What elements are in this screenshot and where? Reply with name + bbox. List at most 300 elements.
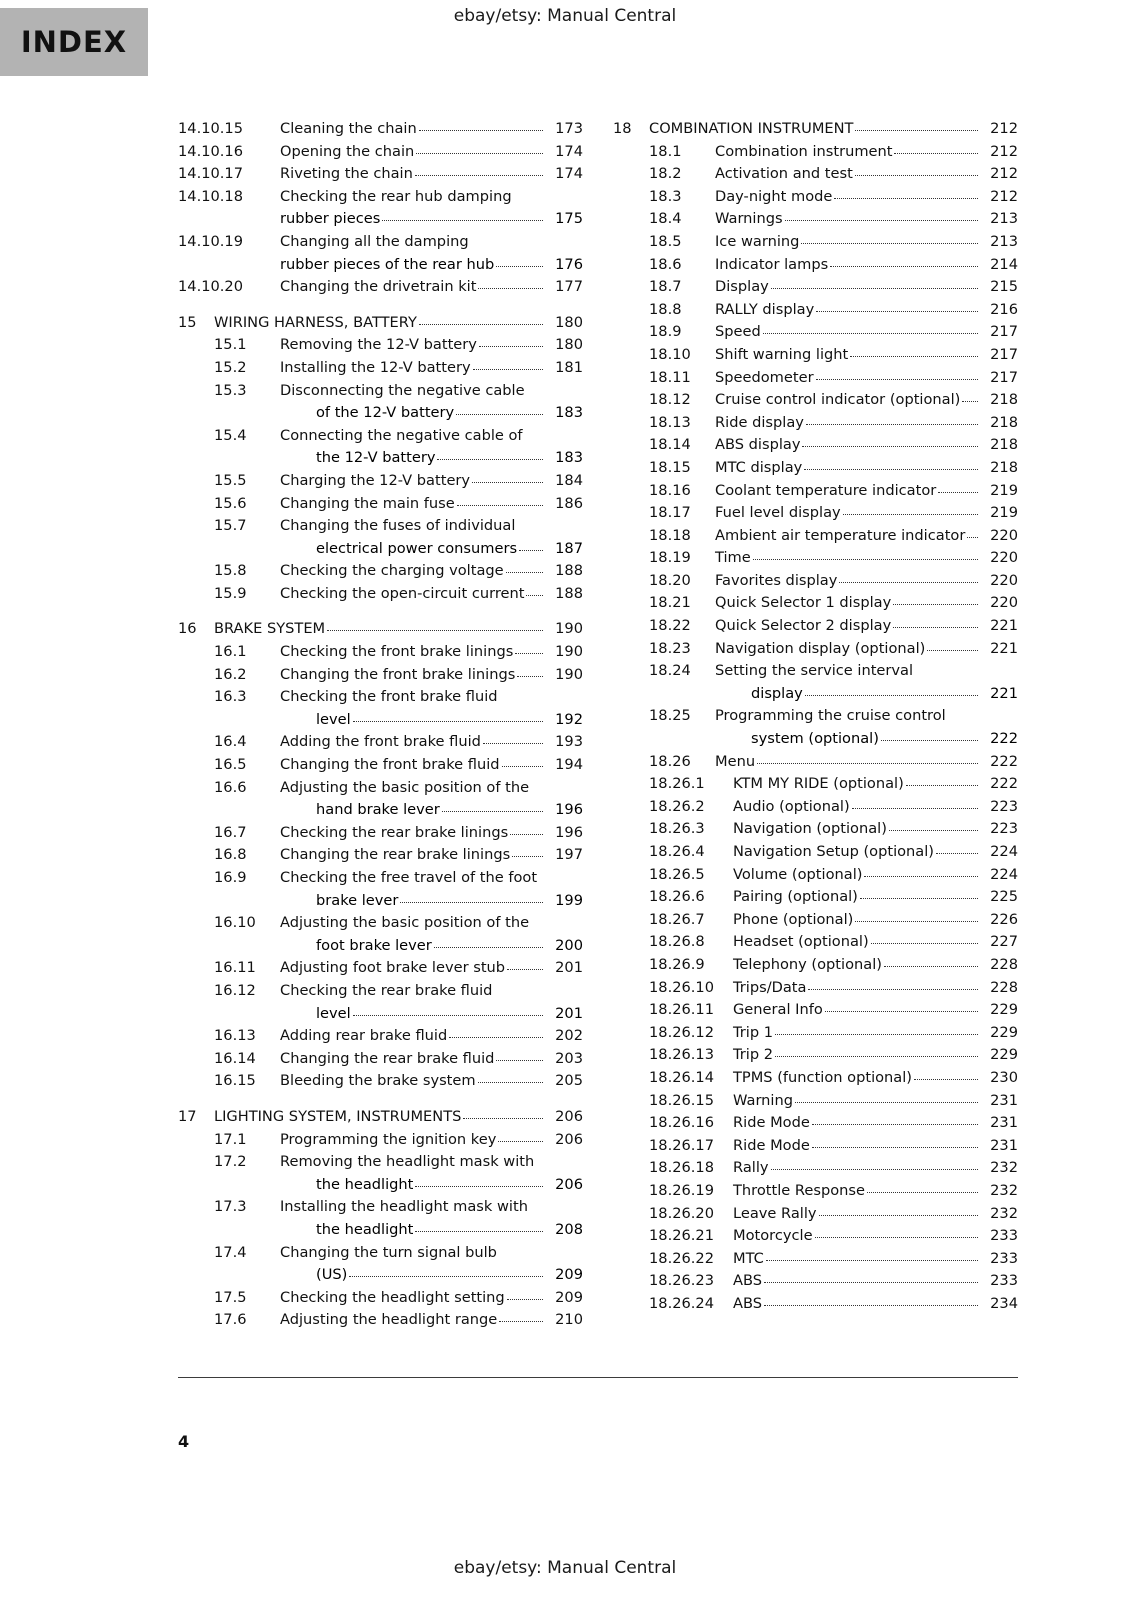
toc-entry[interactable]: [613, 1112, 1018, 1135]
toc-entry[interactable]: [178, 425, 583, 448]
toc-leader-dots: [763, 321, 978, 334]
toc-entry-number: 17.1: [214, 1130, 247, 1148]
toc-entry-title: Checking the rear brake linings: [280, 823, 509, 841]
toc-entry-page: 188: [555, 562, 583, 580]
toc-entry-title-wrap: [280, 425, 583, 448]
toc-entry-title-wrap: [733, 818, 1018, 841]
toc-entry[interactable]: [178, 186, 583, 209]
toc-leader-dots: [785, 208, 978, 221]
toc-entry-title: Riveting the chain: [280, 165, 413, 183]
toc-entry-title: Adding rear brake fluid: [280, 1027, 448, 1045]
toc-entry-number: 18.26.2: [649, 797, 705, 815]
toc-entry[interactable]: [613, 592, 1018, 615]
toc-leader-dots: [802, 434, 978, 447]
toc-entry-continuation[interactable]: [178, 1174, 583, 1197]
toc-entry-title-wrap: [316, 890, 583, 913]
toc-entry-title-line2: level: [316, 710, 351, 728]
toc-entry-title: Disconnecting the negative cable: [280, 381, 525, 399]
toc-leader-dots: [812, 1135, 978, 1148]
toc-entry-continuation[interactable]: [178, 538, 583, 561]
toc-entry-page: 217: [990, 345, 1018, 363]
toc-entry[interactable]: [613, 141, 1018, 164]
toc-entry-page: 218: [990, 391, 1018, 409]
toc-entry-number: 18.26.20: [649, 1204, 714, 1222]
toc-entry[interactable]: [613, 1270, 1018, 1293]
toc-entry-title-wrap: [733, 1225, 1018, 1248]
toc-entry-title-wrap: [280, 1196, 583, 1219]
toc-entry-title: Ride display: [715, 413, 804, 431]
toc-entry-page: 222: [990, 730, 1018, 748]
toc-entry-title: Indicator lamps: [715, 255, 829, 273]
toc-entry[interactable]: [178, 867, 583, 890]
toc-entry-title: Checking the open-circuit current: [280, 584, 525, 602]
toc-entry[interactable]: [613, 1203, 1018, 1226]
toc-entry[interactable]: [613, 254, 1018, 277]
toc-entry-number: 17.6: [214, 1311, 247, 1329]
toc-leader-dots: [771, 276, 978, 289]
toc-entry[interactable]: [613, 1022, 1018, 1045]
toc-leader-dots: [764, 1293, 978, 1306]
toc-leader-dots: [327, 618, 543, 631]
toc-entry[interactable]: [613, 751, 1018, 774]
toc-entry[interactable]: [178, 844, 583, 867]
toc-entry-page: 203: [555, 1049, 583, 1067]
toc-leader-dots: [906, 773, 978, 786]
toc-entry[interactable]: [178, 357, 583, 380]
toc-entry[interactable]: [178, 957, 583, 980]
toc-entry-page: 180: [555, 336, 583, 354]
toc-entry-page: 177: [555, 278, 583, 296]
toc-entry-page: 183: [555, 449, 583, 467]
toc-leader-dots: [512, 844, 543, 857]
toc-entry[interactable]: [613, 208, 1018, 231]
toc-entry-number: 18.8: [649, 300, 682, 318]
toc-continuation-spacer: [214, 935, 316, 958]
toc-entry-number: 18.26.19: [649, 1181, 714, 1199]
toc-entry-title-wrap: [280, 731, 583, 754]
toc-leader-dots: [771, 1157, 978, 1170]
toc-leader-dots: [894, 141, 978, 154]
toc-entry[interactable]: [613, 909, 1018, 932]
toc-entry[interactable]: [613, 954, 1018, 977]
toc-entry[interactable]: [613, 1044, 1018, 1067]
toc-entry[interactable]: [178, 641, 583, 664]
toc-continuation-spacer: [214, 799, 316, 822]
toc-entry-title-wrap: [280, 686, 583, 709]
toc-entry-page: 229: [990, 1023, 1018, 1041]
toc-entry[interactable]: [178, 731, 583, 754]
toc-entry-title-wrap: [316, 935, 583, 958]
toc-continuation-spacer: [214, 402, 316, 425]
toc-entry-page: 208: [555, 1220, 583, 1238]
toc-entry[interactable]: [613, 931, 1018, 954]
toc-entry-continuation[interactable]: [178, 1264, 583, 1287]
toc-entry-continuation[interactable]: [178, 402, 583, 425]
toc-entry[interactable]: [613, 864, 1018, 887]
toc-entry-page: 223: [990, 797, 1018, 815]
toc-entry-title: Adjusting foot brake lever stub: [280, 959, 506, 977]
toc-entry[interactable]: [613, 163, 1018, 186]
toc-leader-dots: [517, 664, 543, 677]
toc-entry[interactable]: [178, 118, 583, 141]
toc-entry-title-wrap: [733, 1180, 1018, 1203]
toc-entry[interactable]: [613, 480, 1018, 503]
toc-entry-title: Favorites display: [715, 571, 838, 589]
toc-entry-number: 16.11: [214, 959, 256, 977]
toc-entry-page: 200: [555, 936, 583, 954]
toc-entry-title-wrap: [280, 357, 583, 380]
toc-entry-number: 18.26.22: [649, 1249, 714, 1267]
toc-entry[interactable]: [613, 389, 1018, 412]
toc-leader-dots: [804, 457, 978, 470]
toc-entry-title-line2: level: [316, 1004, 351, 1022]
toc-entry[interactable]: [613, 1293, 1018, 1316]
toc-entry[interactable]: [613, 547, 1018, 570]
toc-entry-number: 14.10.18: [178, 187, 243, 205]
toc-entry[interactable]: [613, 1225, 1018, 1248]
toc-entry-page: 186: [555, 494, 583, 512]
toc-entry[interactable]: [613, 638, 1018, 661]
toc-entry[interactable]: [613, 570, 1018, 593]
toc-entry[interactable]: [613, 231, 1018, 254]
toc-entry[interactable]: [178, 1242, 583, 1265]
toc-entry-continuation[interactable]: [178, 208, 583, 231]
toc-entry-title-wrap: [316, 1174, 583, 1197]
toc-leader-dots: [519, 538, 543, 551]
toc-entry-title-wrap: [733, 954, 1018, 977]
toc-entry[interactable]: [613, 525, 1018, 548]
toc-entry-title-wrap: [733, 886, 1018, 909]
toc-entry[interactable]: [178, 912, 583, 935]
toc-leader-dots: [860, 886, 978, 899]
toc-entry-page: 201: [555, 1004, 583, 1022]
toc-entry-continuation[interactable]: [613, 683, 1018, 706]
toc-entry-title-wrap: [733, 1157, 1018, 1180]
toc-entry-page: 232: [990, 1204, 1018, 1222]
toc-entry[interactable]: [613, 660, 1018, 683]
toc-entry-title: LIGHTING SYSTEM, INSTRUMENTS: [214, 1107, 462, 1125]
toc-entry-page: 233: [990, 1272, 1018, 1290]
toc-entry-title-wrap: [715, 208, 1018, 231]
toc-entry-title: Telephony (optional): [733, 955, 882, 973]
toc-entry[interactable]: [178, 470, 583, 493]
toc-entry[interactable]: [613, 1090, 1018, 1113]
toc-entry-number: 16.12: [214, 981, 256, 999]
toc-entry-title-wrap: [715, 299, 1018, 322]
toc-entry[interactable]: [178, 1129, 583, 1152]
toc-entry-title: General Info: [733, 1001, 823, 1019]
toc-entry-number: 16.10: [214, 914, 256, 932]
toc-entry[interactable]: [178, 1025, 583, 1048]
toc-entry-title-wrap: [715, 547, 1018, 570]
toc-entry[interactable]: [178, 664, 583, 687]
toc-entry-continuation[interactable]: [613, 728, 1018, 751]
toc-entry[interactable]: [613, 705, 1018, 728]
toc-entry-title-wrap: [733, 1270, 1018, 1293]
toc-entry-title-wrap: [280, 641, 583, 664]
toc-leader-dots: [463, 1106, 543, 1119]
toc-leader-dots: [806, 412, 978, 425]
page-number: 4: [178, 1432, 190, 1451]
toc-entry-title-wrap: [715, 570, 1018, 593]
toc-entry-title-wrap: [280, 470, 583, 493]
toc-entry-title-wrap: [316, 1219, 583, 1242]
toc-entry[interactable]: [178, 380, 583, 403]
toc-entry[interactable]: [613, 773, 1018, 796]
toc-entry-continuation[interactable]: [178, 1003, 583, 1026]
toc-entry[interactable]: [178, 163, 583, 186]
toc-entry-title: Programming the ignition key: [280, 1130, 497, 1148]
toc-leader-dots: [419, 312, 543, 325]
toc-entry[interactable]: [178, 1106, 583, 1129]
toc-entry-page: 221: [990, 617, 1018, 635]
toc-entry-page: 214: [990, 255, 1018, 273]
toc-entry-number: 16.8: [214, 846, 247, 864]
toc-entry-title-wrap: [316, 538, 583, 561]
toc-entry-page: 187: [555, 539, 583, 557]
toc-entry-page: 220: [990, 526, 1018, 544]
toc-entry-title-line2: display: [751, 684, 803, 702]
toc-entry-title-wrap: [214, 618, 583, 641]
toc-leader-dots: [843, 502, 978, 515]
toc-entry-title-line2: system (optional): [751, 730, 879, 748]
toc-entry[interactable]: [613, 118, 1018, 141]
toc-leader-dots: [834, 186, 978, 199]
toc-entry-title: Changing the turn signal bulb: [280, 1243, 497, 1261]
toc-column-right: [613, 118, 1018, 1332]
toc-entry-number: 18.26.23: [649, 1272, 714, 1290]
toc-entry-number: 18.26.17: [649, 1136, 714, 1154]
toc-entry[interactable]: [613, 299, 1018, 322]
toc-entry-continuation[interactable]: [178, 254, 583, 277]
toc-entry[interactable]: [613, 434, 1018, 457]
toc-entry-number: 15.3: [214, 381, 247, 399]
toc-leader-dots: [967, 525, 978, 538]
toc-entry-title-wrap: [316, 402, 583, 425]
toc-entry-title: Trip 1: [733, 1023, 774, 1041]
toc-entry-number: 16.15: [214, 1072, 256, 1090]
toc-entry-title-wrap: [280, 664, 583, 687]
toc-entry-number: 18.26.12: [649, 1023, 714, 1041]
toc-entry-title-wrap: [715, 276, 1018, 299]
toc-entry-title-line2: rubber pieces: [280, 210, 381, 228]
toc-entry-number: 14.10.15: [178, 120, 243, 137]
toc-entry[interactable]: [613, 1248, 1018, 1271]
toc-entry[interactable]: [613, 1135, 1018, 1158]
toc-entry-number: 17: [178, 1107, 197, 1125]
toc-entry-page: 194: [555, 756, 583, 774]
toc-entry-page: 205: [555, 1072, 583, 1090]
toc-entry-number: 18.26.4: [649, 843, 705, 860]
toc-entry-title: Checking the rear brake fluid: [280, 981, 493, 999]
toc-entry-continuation[interactable]: [178, 890, 583, 913]
toc-entry-number: 17.4: [214, 1243, 247, 1261]
toc-entry-title-line2: hand brake lever: [316, 801, 440, 819]
toc-entry-page: 206: [555, 1175, 583, 1193]
toc-entry[interactable]: [178, 515, 583, 538]
toc-entry-number: 16.1: [214, 643, 247, 661]
toc-entry[interactable]: [178, 1309, 583, 1332]
toc-entry-title-wrap: [280, 844, 583, 867]
toc-entry[interactable]: [613, 1157, 1018, 1180]
toc-entry-number: 18.17: [649, 504, 691, 522]
toc-entry-title-line2: brake lever: [316, 891, 399, 909]
toc-entry[interactable]: [178, 1287, 583, 1310]
index-tab-label: INDEX: [20, 25, 128, 59]
toc-entry[interactable]: [178, 583, 583, 606]
toc-entry-number: 15.4: [214, 426, 247, 444]
toc-continuation-spacer: [214, 538, 316, 561]
toc-entry-continuation[interactable]: [178, 709, 583, 732]
toc-leader-dots: [962, 389, 978, 402]
toc-entry-title-line2: the 12-V battery: [316, 449, 436, 467]
toc-entry-number: 18.6: [649, 255, 682, 273]
toc-entry-title: Quick Selector 2 display: [715, 617, 892, 635]
toc-entry-title-wrap: [280, 957, 583, 980]
toc-entry-continuation[interactable]: [178, 799, 583, 822]
toc-entry-title-wrap: [280, 777, 583, 800]
toc-entry-title: Removing the headlight mask with: [280, 1153, 535, 1171]
toc-entry-title-wrap: [751, 728, 1018, 751]
toc-leader-dots: [812, 1112, 978, 1125]
toc-entry-page: 233: [990, 1249, 1018, 1267]
toc-entry-page: 213: [990, 232, 1018, 250]
toc-entry-title-wrap: [733, 1022, 1018, 1045]
toc-entry[interactable]: [613, 615, 1018, 638]
toc-body: [178, 118, 1018, 1332]
toc-entry[interactable]: [613, 1180, 1018, 1203]
toc-entry-number: 18.24: [649, 662, 691, 680]
toc-entry-title: Menu: [715, 752, 756, 770]
toc-entry[interactable]: [178, 777, 583, 800]
toc-entry[interactable]: [178, 822, 583, 845]
toc-entry[interactable]: [613, 977, 1018, 1000]
toc-entry[interactable]: [613, 841, 1018, 864]
toc-entry-continuation[interactable]: [178, 935, 583, 958]
toc-entry[interactable]: [178, 560, 583, 583]
toc-entry-title: Trips/Data: [733, 978, 807, 996]
toc-leader-dots: [416, 141, 543, 154]
toc-leader-dots: [479, 334, 543, 347]
toc-entry[interactable]: [178, 141, 583, 164]
toc-entry-title-line2: foot brake lever: [316, 936, 432, 954]
toc-entry[interactable]: [613, 412, 1018, 435]
toc-entry-number: 18.23: [649, 639, 691, 657]
toc-leader-dots: [496, 1048, 543, 1061]
toc-entry-page: 228: [990, 955, 1018, 973]
toc-leader-dots: [938, 480, 978, 493]
toc-entry-title: Checking the free travel of the foot: [280, 869, 538, 886]
toc-entry-number: 18.26.14: [649, 1068, 714, 1086]
toc-entry[interactable]: [178, 312, 583, 335]
toc-entry-title-wrap: [733, 796, 1018, 819]
toc-entry-page: 192: [555, 710, 583, 728]
toc-entry-page: 230: [990, 1068, 1018, 1086]
toc-entry[interactable]: [178, 686, 583, 709]
toc-entry[interactable]: [178, 1048, 583, 1071]
toc-entry-title: Charging the 12-V battery: [280, 471, 471, 489]
toc-leader-dots: [839, 570, 978, 583]
toc-leader-dots: [805, 683, 978, 696]
toc-entry-title-wrap: [733, 841, 1018, 864]
toc-entry[interactable]: [178, 334, 583, 357]
toc-entry[interactable]: [613, 818, 1018, 841]
toc-entry-continuation[interactable]: [178, 447, 583, 470]
toc-entry-title-wrap: [280, 1242, 583, 1265]
toc-entry[interactable]: [613, 999, 1018, 1022]
toc-entry-page: 190: [555, 643, 583, 661]
toc-entry[interactable]: [178, 493, 583, 516]
toc-entry-number: 18.22: [649, 617, 691, 635]
toc-leader-dots: [801, 231, 978, 244]
toc-entry-title: Audio (optional): [733, 797, 850, 815]
toc-entry-page: 231: [990, 1114, 1018, 1132]
toc-entry-title-line2: rubber pieces of the rear hub: [280, 255, 495, 273]
toc-entry[interactable]: [178, 754, 583, 777]
toc-entry-number: 16.14: [214, 1049, 256, 1067]
toc-entry-title: Checking the front brake linings: [280, 643, 514, 661]
toc-leader-dots: [434, 935, 543, 948]
toc-entry-title: Adding the front brake fluid: [280, 733, 481, 751]
toc-entry[interactable]: [178, 231, 583, 254]
toc-leader-dots: [506, 560, 543, 573]
toc-entry-title: Programming the cruise control: [715, 707, 946, 725]
toc-entry-title-wrap: [751, 683, 1018, 706]
toc-entry[interactable]: [178, 1070, 583, 1093]
toc-leader-dots: [496, 254, 543, 267]
toc-entry-title-wrap: [715, 231, 1018, 254]
toc-entry-title: Warning: [733, 1091, 793, 1109]
toc-entry[interactable]: [613, 344, 1018, 367]
toc-entry-continuation[interactable]: [178, 1219, 583, 1242]
toc-entry[interactable]: [613, 367, 1018, 390]
toc-entry[interactable]: [613, 502, 1018, 525]
toc-entry[interactable]: [613, 321, 1018, 344]
toc-entry[interactable]: [178, 980, 583, 1003]
toc-entry-title-wrap: [715, 615, 1018, 638]
toc-entry-page: 231: [990, 1136, 1018, 1154]
toc-entry-title-wrap: [733, 1090, 1018, 1113]
toc-leader-dots: [815, 1225, 978, 1238]
toc-entry-number: 18.21: [649, 594, 691, 612]
toc-entry-title: Fuel level display: [715, 504, 841, 522]
toc-entry-number: 18.26.9: [649, 955, 705, 973]
toc-entry-page: 218: [990, 413, 1018, 431]
toc-entry[interactable]: [178, 618, 583, 641]
toc-entry[interactable]: [178, 1151, 583, 1174]
toc-entry[interactable]: [613, 886, 1018, 909]
toc-entry-number: 16.13: [214, 1027, 256, 1045]
toc-entry-page: 210: [555, 1311, 583, 1329]
watermark-top: ebay/etsy: Manual Central: [453, 6, 677, 26]
toc-entry[interactable]: [178, 1196, 583, 1219]
toc-entry-title: RALLY display: [715, 300, 815, 318]
toc-entry-page: 181: [555, 358, 583, 376]
toc-entry-title-wrap: [280, 141, 583, 164]
toc-leader-dots: [825, 999, 978, 1012]
toc-entry[interactable]: [613, 1067, 1018, 1090]
toc-entry[interactable]: [613, 457, 1018, 480]
toc-entry[interactable]: [613, 276, 1018, 299]
toc-entry-title: Checking the charging voltage: [280, 562, 504, 580]
toc-entry-number: 14.10.19: [178, 232, 243, 250]
toc-entry[interactable]: [613, 796, 1018, 819]
toc-leader-dots: [855, 909, 978, 922]
toc-entry-title: Leave Rally: [733, 1204, 817, 1222]
toc-entry[interactable]: [178, 276, 583, 299]
toc-entry[interactable]: [613, 186, 1018, 209]
toc-entry-title: Ice warning: [715, 232, 800, 250]
